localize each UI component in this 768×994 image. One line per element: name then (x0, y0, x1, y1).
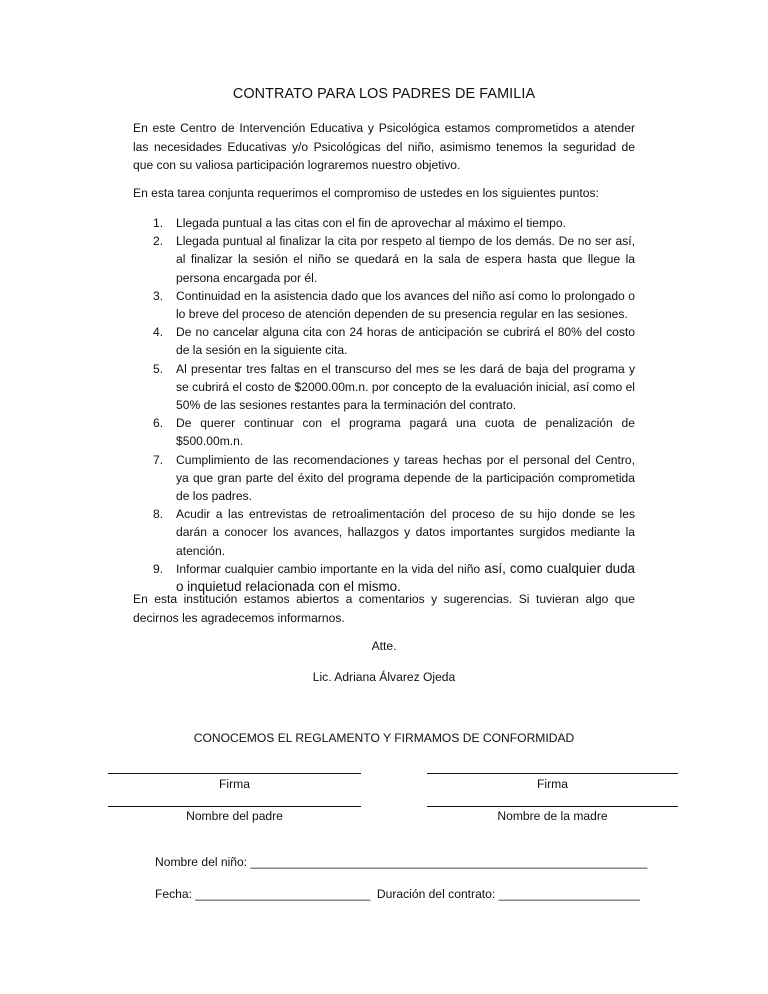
mother-name-label: Nombre de la madre (497, 809, 608, 823)
commitment-list (133, 214, 635, 596)
signature-label-left: Firma (219, 777, 250, 791)
list-item: 5. Al presentar tres faltas en el transcurso del mes se les dará de baja del programa y se cubrirá el costo de $2000.00m.n. por concepto de la evaluación inicial, así como el 50% de las sesiones restantes para la terminación del contrato. (153, 361, 635, 413)
name-line-father[interactable] (108, 806, 361, 807)
list-item: 9. Informar cualquier cambio importante en la vida del niño así, como cualquier duda o inquietud relacionada con el mismo. (153, 560, 635, 595)
document-title: CONTRATO PARA LOS PADRES DE FAMILIA (232, 86, 536, 102)
list-item: 6. De querer continuar con el programa pagará una cuota de penalización de $500.00m.n. (153, 416, 635, 449)
list-item: 4. De no cancelar alguna cita con 24 horas de anticipación se cubrirá el 80% del costo de la sesión en la siguiente cita. (153, 325, 635, 358)
request-paragraph: En esta tarea conjunta requerimos el compromiso de ustedes en los siguientes puntos: (133, 186, 599, 200)
signature-line-father[interactable] (108, 773, 361, 774)
father-name-label: Nombre del padre (186, 809, 283, 823)
list-item: 2. Llegada puntual al finalizar la cita por respeto al tiempo de los demás. De no ser así, al finalizar la sesión el niño se quedará en la sala de espera hasta que llegue la persona encargada por él. (153, 234, 635, 285)
list-item: 3. Continuidad en la asistencia dado que los avances del niño así como lo prolongado o lo breve del proceso de atención dependen de su presencia regular en las sesiones. (153, 288, 635, 322)
signer-name: Lic. Adriana Álvarez Ojeda (312, 670, 456, 684)
closing-paragraph: En esta institución estamos abiertos a comentarios y sugerencias. Si tuvieran algo que decirnos les agradecemos informarnos. (133, 592, 635, 625)
signature-line-mother[interactable] (427, 773, 678, 774)
atte-text: Atte. (371, 639, 397, 653)
list-item: 1. Llegada puntual a las citas con el fin de aprovechar al máximo el tiempo. (153, 216, 566, 230)
signature-label-right: Firma (537, 777, 568, 791)
conformity-heading: CONOCEMOS EL REGLAMENTO Y FIRMAMOS DE CONFORMIDAD (193, 731, 575, 745)
name-line-mother[interactable] (427, 806, 678, 807)
child-name-field[interactable]: Nombre del niño: ___________________________________________________________ (155, 855, 648, 869)
list-item: 8. Acudir a las entrevistas de retroalimentación del proceso de su hijo donde se les darán a conocer los avances, hallazgos y datos importantes surgidos mediante la atención. (153, 507, 635, 558)
date-duration-field[interactable]: Fecha: __________________________ Duración del contrato: _____________________ (155, 887, 640, 901)
intro-paragraph: En este Centro de Intervención Educativa y Psicológica estamos comprometidos a atender las necesidades Educativas y/o Psicológicas del niño, asimismo tenemos la seguridad de que con su valiosa participación lograremos nuestro objetivo. (133, 121, 635, 173)
list-item: 7. Cumplimiento de las recomendaciones y tareas hechas por el personal del Centro, ya que gran parte del éxito del programa depende de la participación comprometida de los padres. (153, 452, 635, 504)
